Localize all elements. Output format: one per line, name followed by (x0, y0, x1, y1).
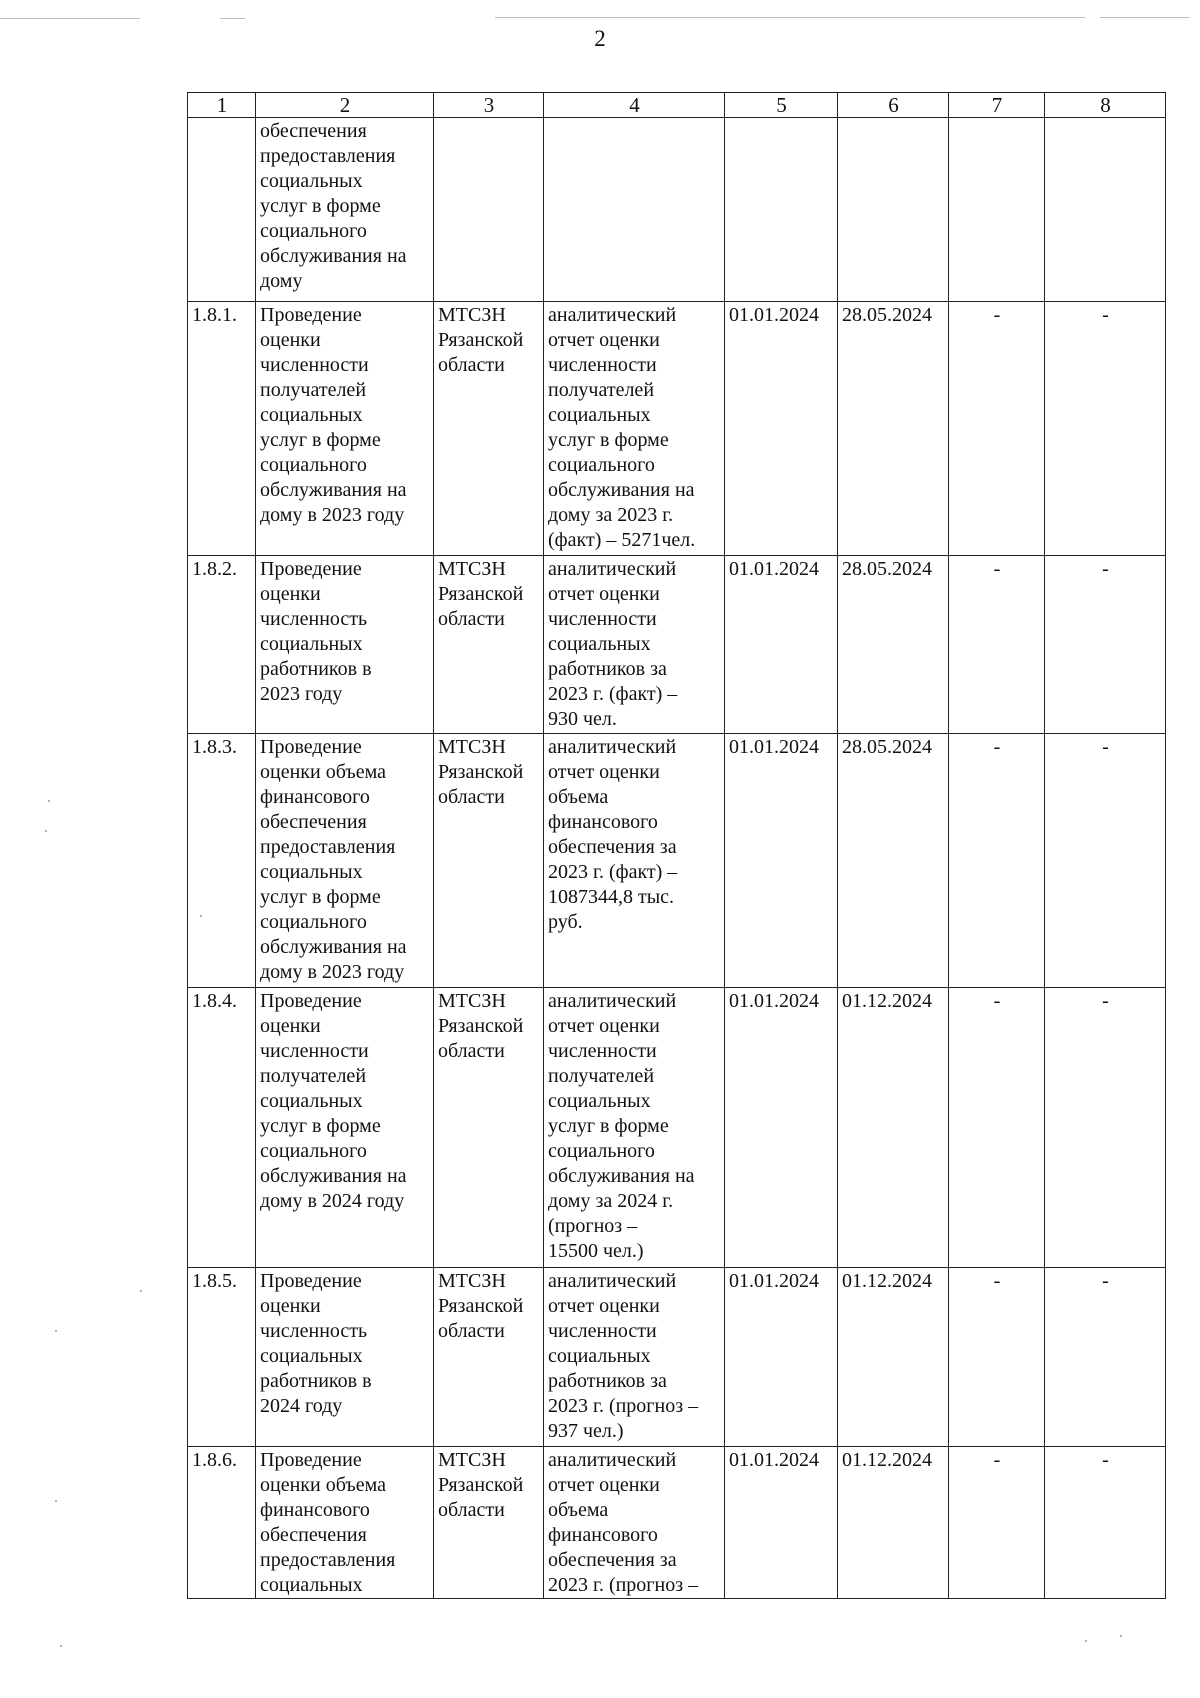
cell-start: 01.01.2024 (725, 302, 838, 556)
column-header: 6 (838, 93, 949, 118)
table-row (188, 556, 1166, 734)
cell-event: Проведение оценки численности получателей социальных услуг в форме социального обслуживания на дому в 2024 году (256, 988, 434, 1268)
cell-responsible: МТСЗН Рязанской области (434, 988, 544, 1268)
cell-result: аналитический отчет оценки численности получателей социальных услуг в форме социального обслуживания на дому за 2023 г. (факт) – 5271чел. (544, 302, 725, 556)
column-header: 1 (188, 93, 256, 118)
cell-col7: - (949, 1447, 1045, 1599)
cell-start: 01.01.2024 (725, 1447, 838, 1599)
column-header: 4 (544, 93, 725, 118)
table-row (188, 988, 1166, 1268)
cell-col8 (1045, 118, 1166, 302)
cell-start: 01.01.2024 (725, 1268, 838, 1447)
table-row (188, 1268, 1166, 1447)
cell-end: 28.05.2024 (838, 734, 949, 988)
table-row (188, 1447, 1166, 1599)
cell-num: 1.8.3. (188, 734, 256, 988)
cell-col7: - (949, 988, 1045, 1268)
cell-col8: - (1045, 1447, 1166, 1599)
cell-col7: - (949, 734, 1045, 988)
cell-num: 1.8.6. (188, 1447, 256, 1599)
cell-result (544, 118, 725, 302)
table-row (188, 302, 1166, 556)
table-row (188, 734, 1166, 988)
cell-responsible: МТСЗН Рязанской области (434, 302, 544, 556)
plan-table (187, 92, 1166, 1599)
cell-end: 28.05.2024 (838, 556, 949, 734)
table-row-continuation (188, 118, 1166, 302)
column-header: 7 (949, 93, 1045, 118)
cell-col8: - (1045, 302, 1166, 556)
cell-col7: - (949, 302, 1045, 556)
column-header: 8 (1045, 93, 1166, 118)
column-header: 2 (256, 93, 434, 118)
cell-num: 1.8.4. (188, 988, 256, 1268)
cell-col7 (949, 118, 1045, 302)
cell-col8: - (1045, 734, 1166, 988)
cell-col7: - (949, 556, 1045, 734)
cell-end: 01.12.2024 (838, 1447, 949, 1599)
cell-event: обеспечения предоставления социальных услуг в форме социального обслуживания на дому (256, 118, 434, 302)
cell-col7: - (949, 1268, 1045, 1447)
page-number: 2 (594, 26, 606, 51)
cell-start: 01.01.2024 (725, 734, 838, 988)
cell-start: 01.01.2024 (725, 556, 838, 734)
cell-responsible: МТСЗН Рязанской области (434, 556, 544, 734)
cell-responsible: МТСЗН Рязанской области (434, 1447, 544, 1599)
cell-num: 1.8.1. (188, 302, 256, 556)
cell-col8: - (1045, 556, 1166, 734)
cell-result: аналитический отчет оценки объема финансового обеспечения за 2023 г. (факт) – 1087344,8 тыс. руб. (544, 734, 725, 988)
cell-end: 28.05.2024 (838, 302, 949, 556)
cell-result: аналитический отчет оценки численности социальных работников за 2023 г. (прогноз – 937 чел.) (544, 1268, 725, 1447)
cell-col8: - (1045, 988, 1166, 1268)
table-header-row (188, 93, 1166, 118)
cell-event: Проведение оценки численность социальных работников в 2023 году (256, 556, 434, 734)
cell-start (725, 118, 838, 302)
cell-num: 1.8.2. (188, 556, 256, 734)
cell-end: 01.12.2024 (838, 1268, 949, 1447)
cell-start: 01.01.2024 (725, 988, 838, 1268)
cell-event: Проведение оценки численности получателей социальных услуг в форме социального обслуживания на дому в 2023 году (256, 302, 434, 556)
cell-num: 1.8.5. (188, 1268, 256, 1447)
cell-result: аналитический отчет оценки численности социальных работников за 2023 г. (факт) – 930 чел. (544, 556, 725, 734)
cell-end (838, 118, 949, 302)
cell-responsible: МТСЗН Рязанской области (434, 1268, 544, 1447)
cell-num (188, 118, 256, 302)
cell-event: Проведение оценки объема финансового обеспечения предоставления социальных услуг в форме социального обслуживания на дому в 2023 году (256, 734, 434, 988)
column-header: 3 (434, 93, 544, 118)
cell-end: 01.12.2024 (838, 988, 949, 1268)
cell-result: аналитический отчет оценки объема финансового обеспечения за 2023 г. (прогноз – (544, 1447, 725, 1599)
column-header: 5 (725, 93, 838, 118)
cell-responsible (434, 118, 544, 302)
cell-col8: - (1045, 1268, 1166, 1447)
cell-responsible: МТСЗН Рязанской области (434, 734, 544, 988)
cell-event: Проведение оценки численность социальных работников в 2024 году (256, 1268, 434, 1447)
cell-event: Проведение оценки объема финансового обеспечения предоставления социальных (256, 1447, 434, 1599)
cell-result: аналитический отчет оценки численности получателей социальных услуг в форме социального обслуживания на дому за 2024 г. (прогноз – 15500 чел.) (544, 988, 725, 1268)
